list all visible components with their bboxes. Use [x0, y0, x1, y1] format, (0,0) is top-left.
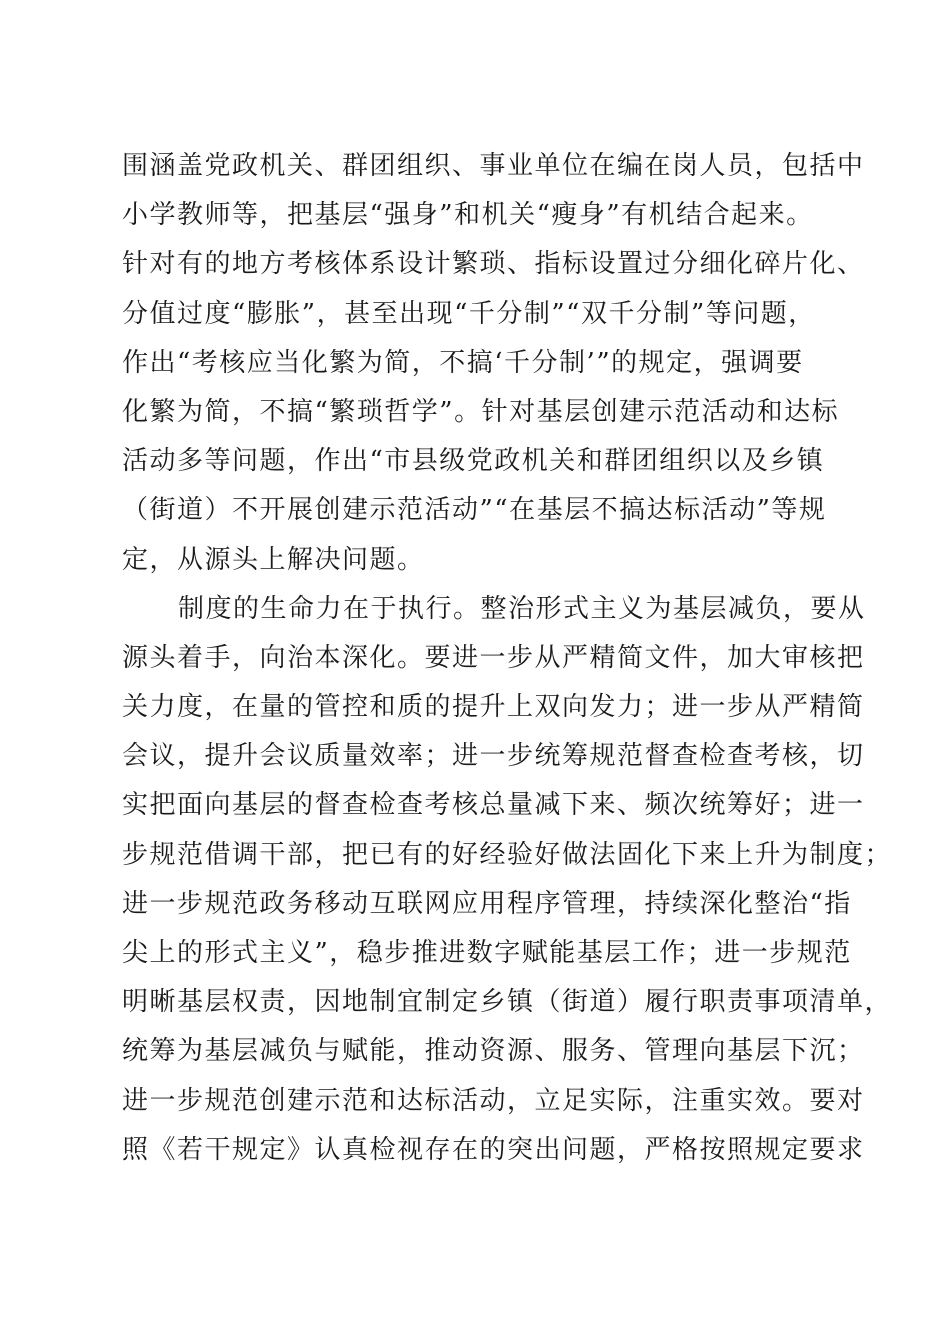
text-line: 围涵盖党政机关、群团组织、事业单位在编在岗人员，包括中 — [122, 151, 865, 181]
paragraph-1 — [122, 142, 865, 585]
text-line: 明晰基层权责，因地制宜制定乡镇（街道）履行职责事项清单， — [122, 987, 893, 1018]
text-line: 统筹为基层减负与赋能，推动资源、服务、管理向基层下沉； — [122, 1036, 865, 1067]
text-line: 进一步规范创建示范和达标活动，立足实际，注重实效。要对 — [122, 1085, 865, 1116]
paragraph-2 — [122, 585, 893, 1175]
text-line: 关力度，在量的管控和质的提升上双向发力；进一步从严精简 — [122, 692, 865, 723]
text-line: 源头着手，向治本深化。要进一步从严精简文件，加大审核把 — [122, 642, 865, 673]
text-line: 定，从源头上解决问题。 — [122, 544, 425, 575]
text-line: 作出“考核应当化繁为简，不搞‘千分制’”的规定，强调要 — [122, 347, 804, 378]
body-text — [122, 142, 893, 1175]
text-line: 针对有的地方考核体系设计繁琐、指标设置过分细化碎片化、 — [122, 249, 865, 280]
text-line: 化繁为简，不搞“繁琐哲学”。针对基层创建示范活动和达标 — [122, 396, 840, 427]
text-line: 会议，提升会议质量效率；进一步统筹规范督查检查考核，切 — [122, 741, 865, 772]
text-line: 尖上的形式主义”，稳步推进数字赋能基层工作；进一步规范 — [122, 938, 852, 968]
text-line: 进一步规范政务移动互联网应用程序管理，持续深化整治“指 — [122, 888, 852, 919]
text-line: 步规范借调干部，把已有的好经验好做法固化下来上升为制度； — [122, 839, 893, 870]
text-line: 照《若干规定》认真检视存在的突出问题，严格按照规定要求 — [122, 1134, 865, 1165]
text-line: 分值过度“膨胀”，甚至出现“千分制”“双千分制”等问题， — [122, 298, 816, 329]
text-line: （街道）不开展创建示范活动”“在基层不搞达标活动”等规 — [122, 495, 827, 526]
text-line: 制度的生命力在于执行。整治形式主义为基层减负，要从 — [178, 593, 866, 624]
text-line: 小学教师等，把基层“强身”和机关“瘦身”有机结合起来。 — [122, 200, 814, 231]
text-line: 实把面向基层的督查检查考核总量减下来、频次统筹好；进一 — [122, 790, 865, 821]
text-line: 活动多等问题，作出“市县级党政机关和群团组织以及乡镇 — [122, 446, 825, 477]
